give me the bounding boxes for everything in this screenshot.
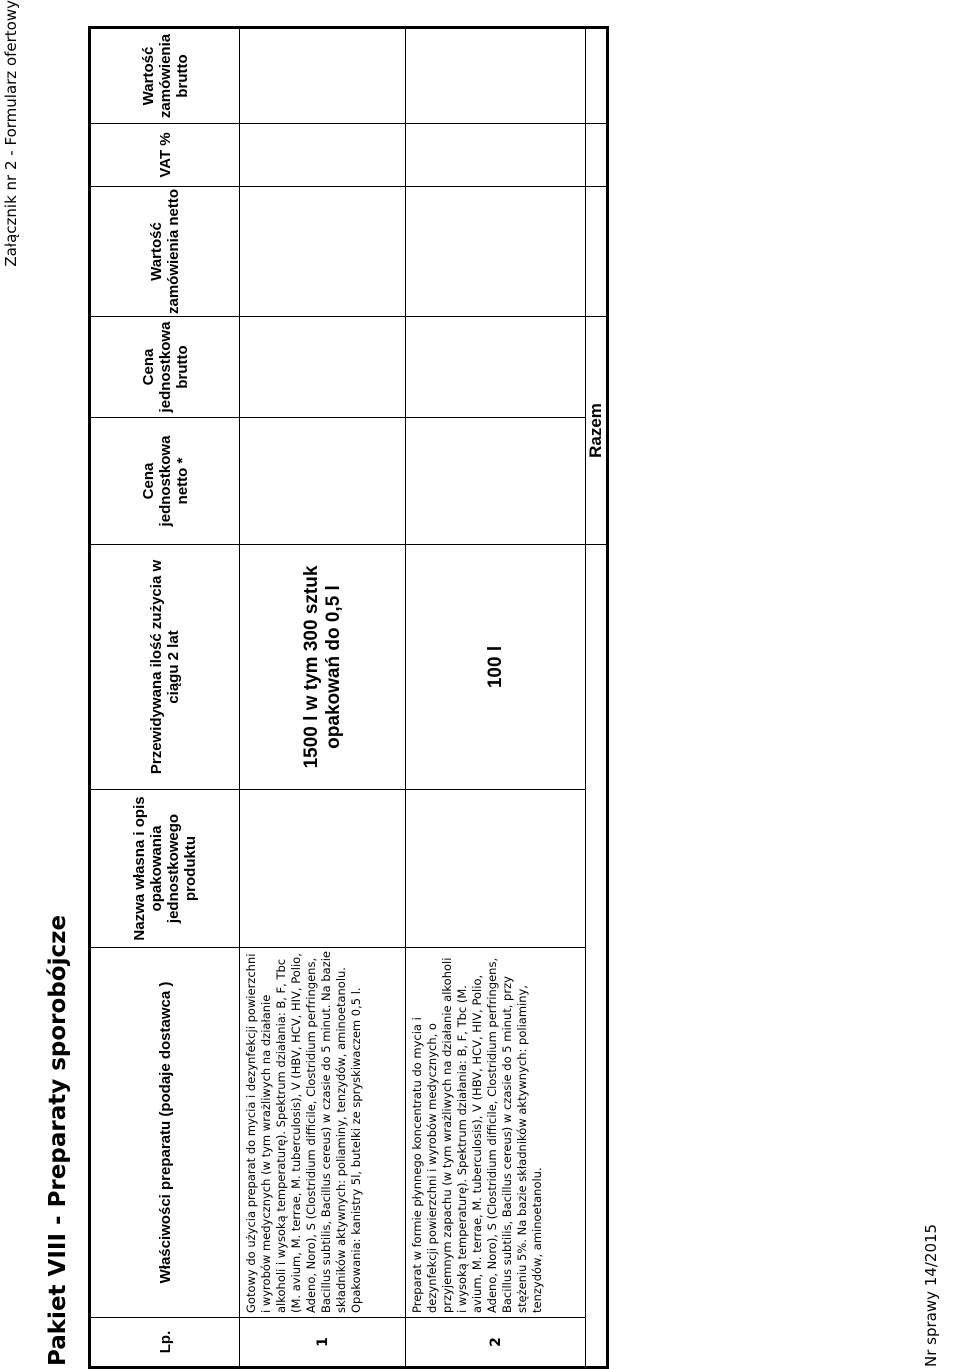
- total-gross-cell[interactable]: [586, 28, 608, 124]
- product-name-cell[interactable]: [406, 790, 586, 948]
- order-net-cell[interactable]: [240, 187, 406, 317]
- table-row: [406, 28, 586, 1368]
- header-unit-net: Cena jednostkowa netto *: [90, 418, 240, 545]
- row-quantity: 1500 l w tym 300 sztuk opakowań do 0,5 l: [240, 545, 406, 790]
- total-label: Razem: [586, 317, 608, 545]
- header-order-net: Wartość zamówienia netto: [90, 187, 240, 317]
- header-unit-gross: Cena jednostkowa brutto: [90, 317, 240, 418]
- row-description: Gotowy do użycia preparat do mycia i dezynfekcji powierzchni i wyrobów medycznych (w tym wrażliwych na działanie alkoholi i wysoką temperaturę). Spektrum działania: B, F, Tbc (M. avium, M. terrae, M. tuberculosis), V (HBV, HCV, HIV, Polio, Adeno, Noro), S (Clostridium difficile, Clostridium perfringens, Bacillus subtilis, Bacillus cereus) w czasie do 5 minut. Na bazie składników aktywnych: poliaminy, tenzydów, aminoetanolu. Opakowania: kanistry 5l, butelki ze spryskiwaczem 0,5 l.: [240, 948, 406, 1318]
- offer-table: [88, 26, 609, 1369]
- product-name-cell[interactable]: [240, 790, 406, 948]
- unit-gross-cell[interactable]: [240, 317, 406, 418]
- header-lp: Lp.: [90, 1318, 240, 1368]
- total-row: [586, 28, 608, 1368]
- total-spacer: [586, 545, 608, 1368]
- order-gross-cell[interactable]: [240, 28, 406, 124]
- total-net-cell[interactable]: [586, 187, 608, 317]
- vat-cell[interactable]: [406, 124, 586, 187]
- header-name: Nazwa własna i opis opakowania jednostkowego produktu: [90, 790, 240, 948]
- row-lp: 2: [406, 1318, 586, 1368]
- table-row: [240, 28, 406, 1368]
- header-quantity: Przewidywana ilość zużycia w ciągu 2 lat: [90, 545, 240, 790]
- unit-gross-cell[interactable]: [406, 317, 586, 418]
- vat-cell[interactable]: [240, 124, 406, 187]
- header-row: [90, 28, 240, 1368]
- order-gross-cell[interactable]: [406, 28, 586, 124]
- header-vat: VAT %: [90, 124, 240, 187]
- header-properties: Właściwości preparatu (podaje dostawca ): [90, 948, 240, 1318]
- header-order-gross: Wartość zamówienia brutto: [90, 28, 240, 124]
- case-number: Nr sprawy 14/2015: [922, 1223, 940, 1367]
- row-lp: 1: [240, 1318, 406, 1368]
- unit-net-cell[interactable]: [240, 418, 406, 545]
- order-net-cell[interactable]: [406, 187, 586, 317]
- row-description: Preparat w formie płynnego koncentratu do mycia i dezynfekcji powierzchni i wyrobów medycznych, o przyjemnym zapachu (w tym wrażliwych na działanie alkoholi i wysoką temperaturę). Spektrum działania: B, F, Tbc (M. avium, M. terrae, M. tuberculosis), V (HBV, HCV, HIV, Polio, Adeno, Noro), S (Clostridium difficile, Clostridium perfringens, Bacillus subtilis, Bacillus cereus) w czasie do 5 minut, przy stężeniu 5%. Na bazie składników aktywnych: poliaminy, tenzydów, aminoetanolu.: [406, 948, 586, 1318]
- attachment-label: Załącznik nr 2 - Formularz ofertowy: [2, 0, 20, 267]
- row-quantity: 100 l: [406, 545, 586, 790]
- package-title: Pakiet VIII - Preparaty sporobójcze: [45, 914, 71, 1366]
- unit-net-cell[interactable]: [406, 418, 586, 545]
- total-vat-cell[interactable]: [586, 124, 608, 187]
